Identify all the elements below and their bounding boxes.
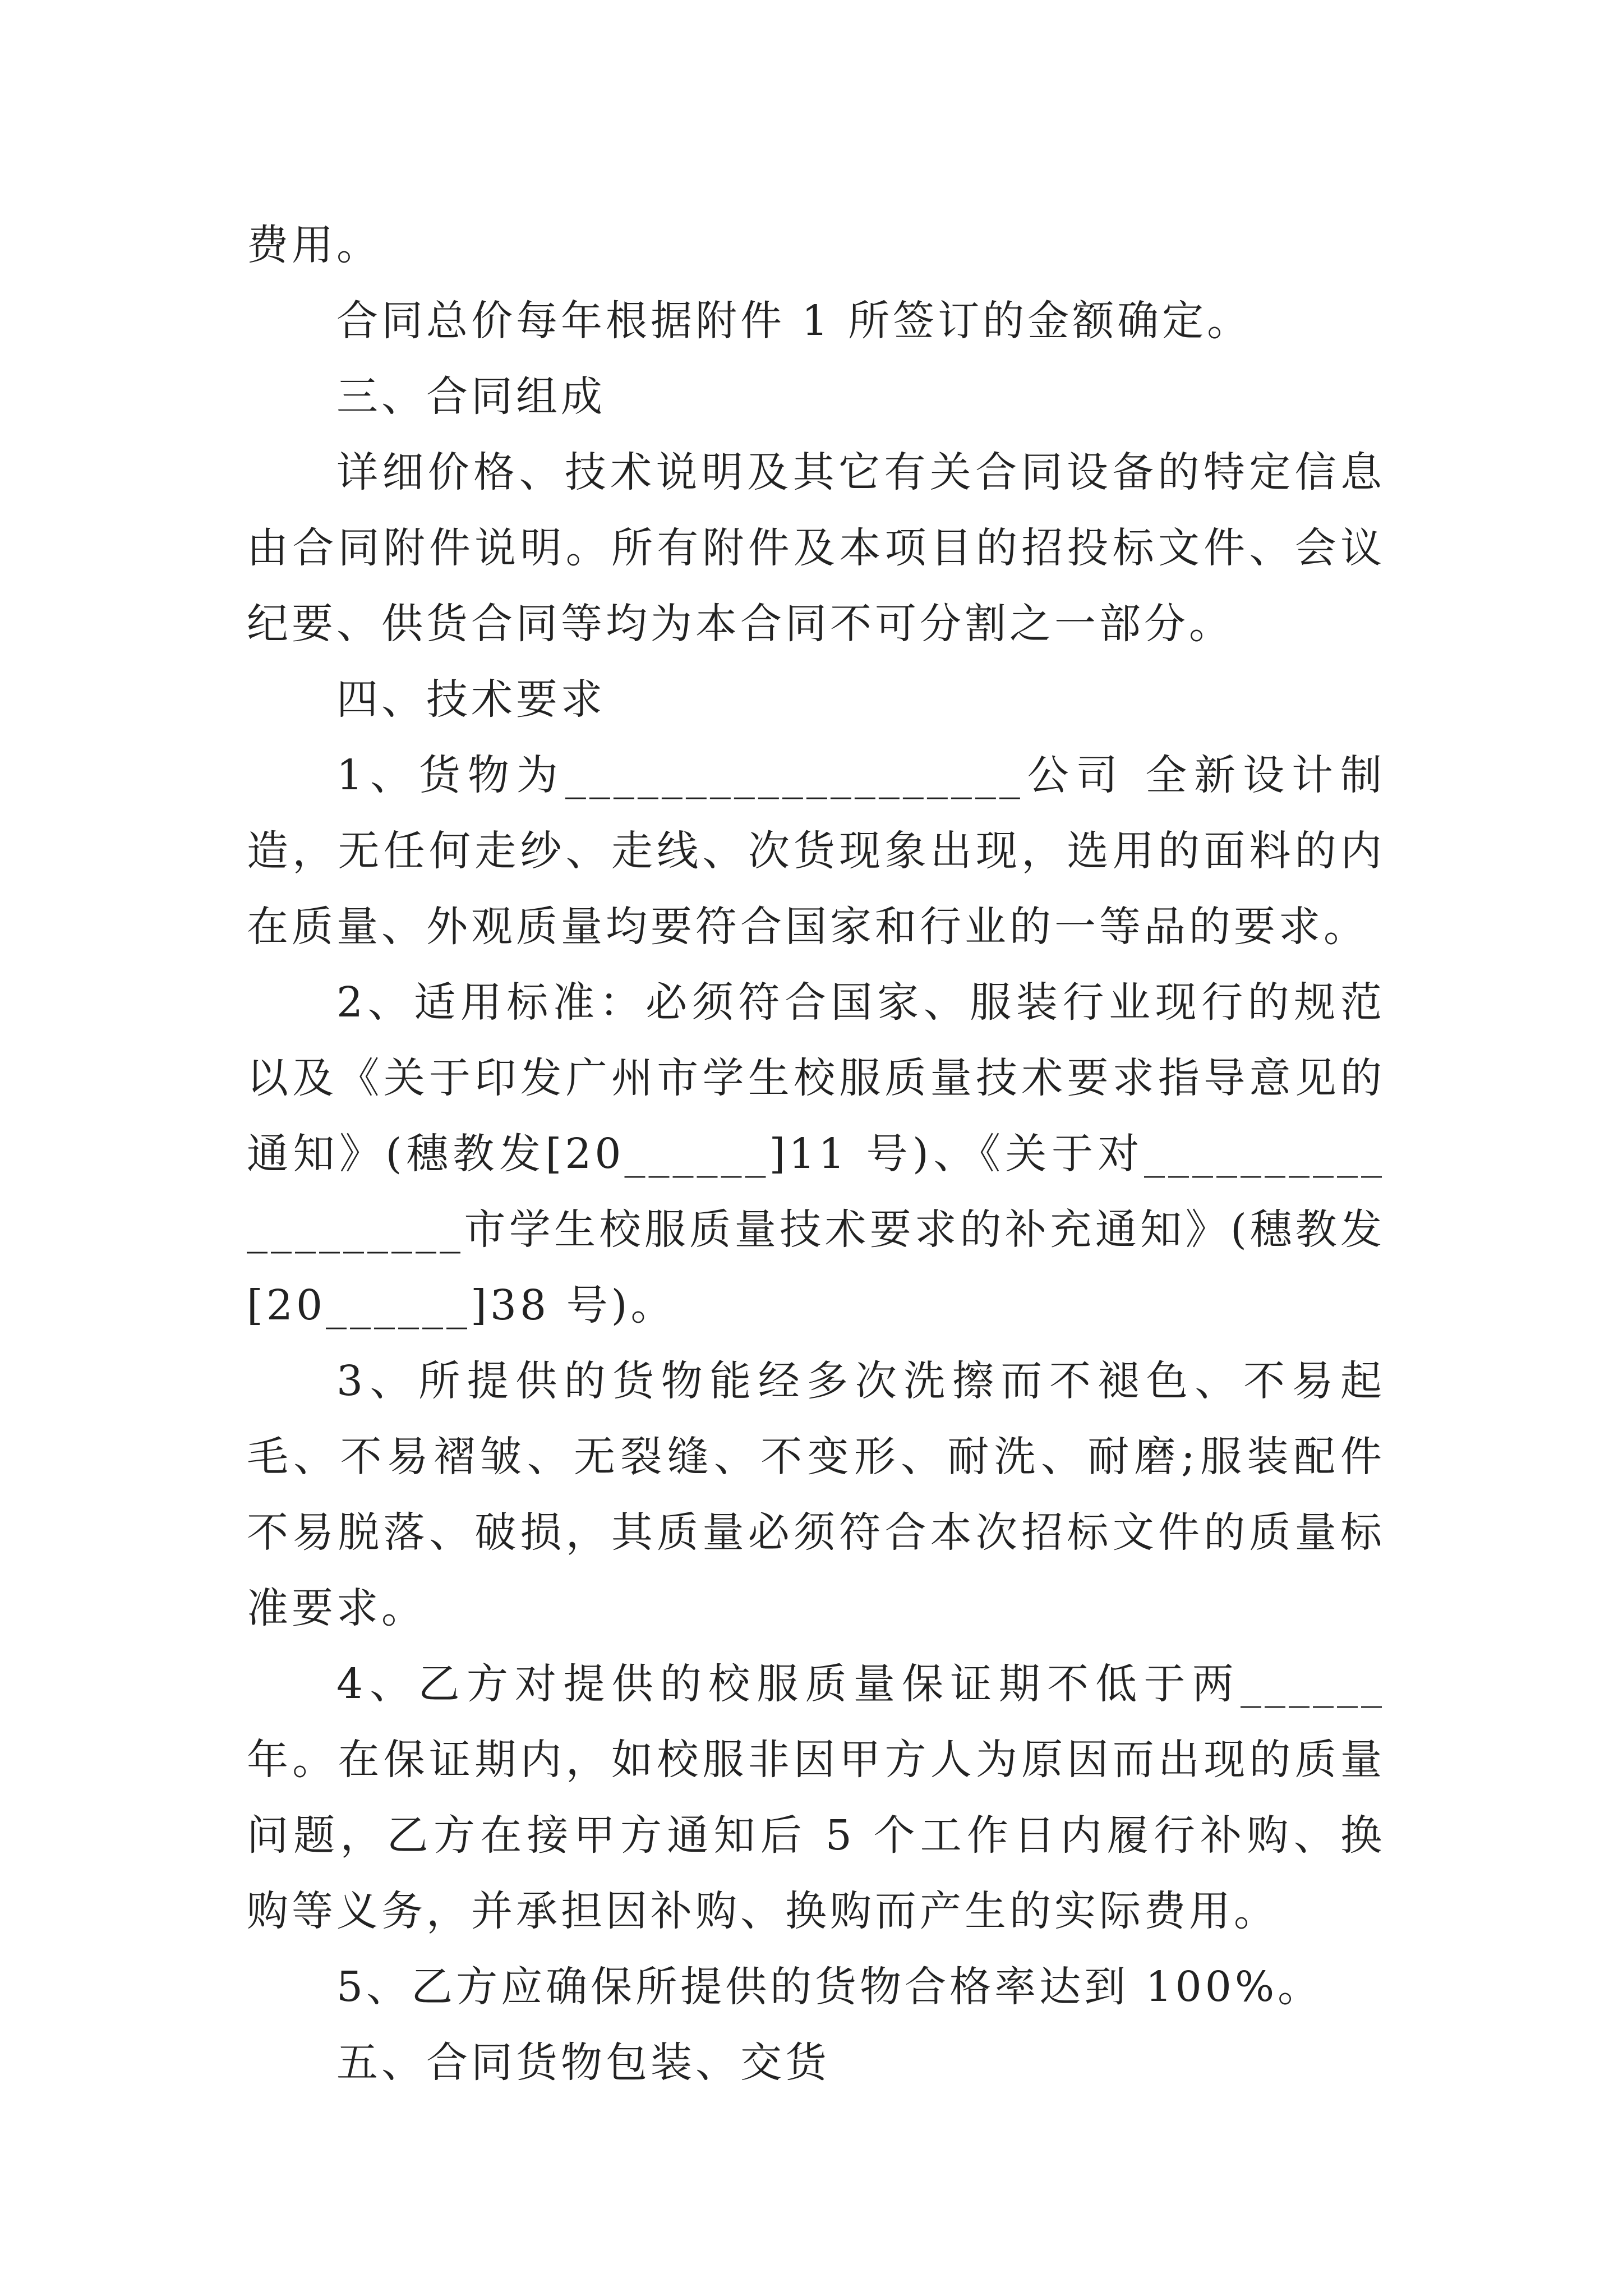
heading-technical-requirements: 四、技术要求 bbox=[336, 675, 606, 724]
paragraph-requirement-1: 1、货物为___________________公司 全新设计制造，无任何走纱、走线、次货现象出现，选用的面料的内在质量、外观质量均要符合国家和行业的一等品的要求。 bbox=[247, 751, 1385, 951]
paragraph-fee-continuation: 费用。 bbox=[247, 221, 381, 269]
paragraph-total-price: 合同总价每年根据附件 1 所签订的金额确定。 bbox=[336, 297, 1252, 345]
document-body bbox=[247, 208, 1385, 2101]
paragraph-contract-composition: 详细价格、技术说明及其它有关合同设备的特定信息由合同附件说明。所有附件及本项目的招投标文件、会议纪要、供货合同等均为本合同不可分割之一部分。 bbox=[247, 448, 1385, 648]
paragraph-requirement-2: 2、适用标准：必须符合国家、服装行业现行的规范以及《关于印发广州市学生校服质量技术要求指导意见的通知》(穗教发[20______]11 号)、《关于对___________________市学生校服质量技术要求的补充通知》(穗教发[20______]38 号)。 bbox=[247, 978, 1385, 1329]
paragraph-requirement-3: 3、所提供的货物能经多次洗擦而不褪色、不易起毛、不易褶皱、无裂缝、不变形、耐洗、耐磨;服装配件不易脱落、破损，其质量必须符合本次招标文件的质量标准要求。 bbox=[247, 1357, 1385, 1632]
paragraph-requirement-5: 5、乙方应确保所提供的货物合格率达到 100%。 bbox=[336, 1963, 1323, 2011]
heading-contract-composition: 三、合同组成 bbox=[336, 372, 606, 421]
paragraph-requirement-4: 4、乙方对提供的校服质量保证期不低于两______年。在保证期内，如校服非因甲方人为原因而出现的质量问题，乙方在接甲方通知后 5 个工作日内履行补购、换购等义务，并承担因补购、换购而产生的实际费用。 bbox=[247, 1660, 1385, 1935]
heading-packaging-delivery: 五、合同货物包装、交货 bbox=[336, 2039, 830, 2087]
